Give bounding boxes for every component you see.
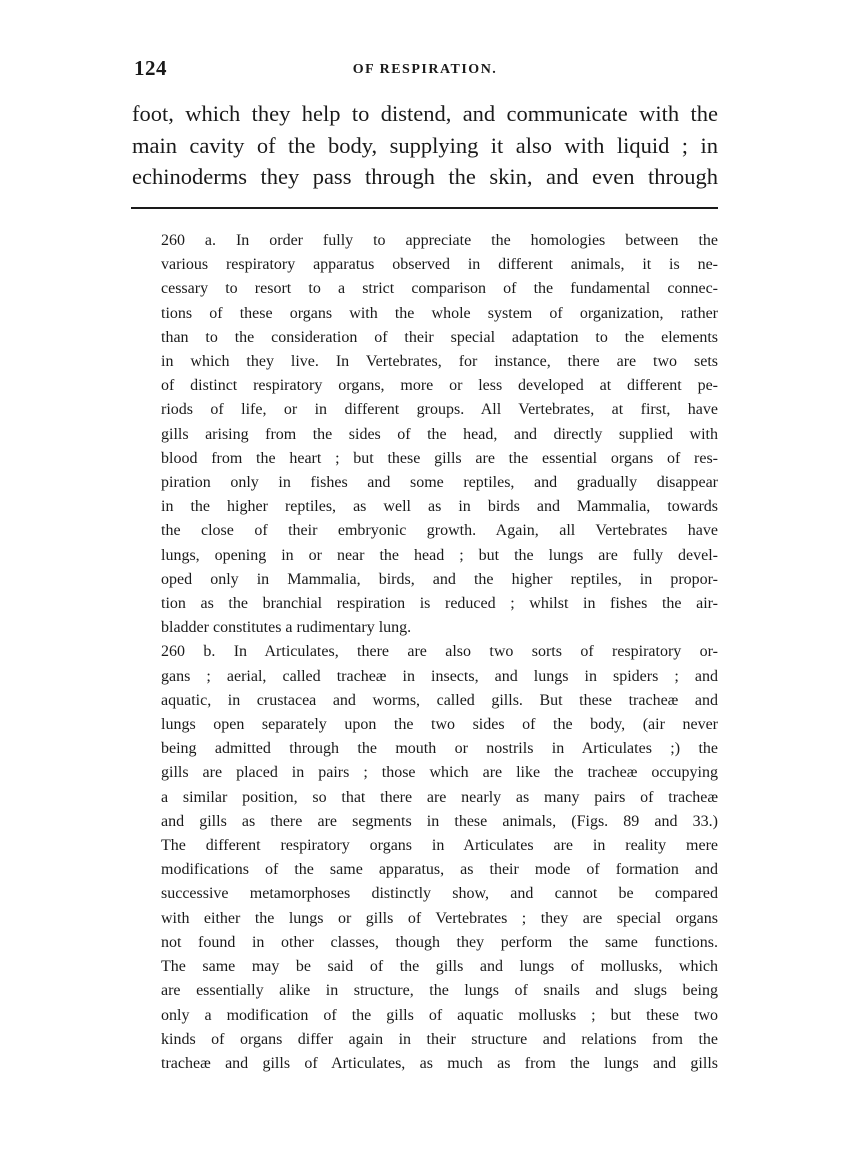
note-line: are essentially alike in structure, the lungs of snails and slugs being: [161, 982, 718, 1000]
note-line: 260 a. In order fully to appreciate the homologies between the: [161, 232, 718, 249]
notes-section: [132, 229, 718, 1076]
note-line: than to the consideration of their special adaptation to the elements: [161, 328, 718, 346]
note-line: piration only in fishes and some reptiles, and gradually disappear: [161, 474, 718, 492]
note-line: tracheæ and gills of Articulates, as much as from the lungs and gills: [161, 1054, 718, 1072]
note-line: in which they live. In Vertebrates, for instance, there are two sets: [161, 353, 718, 371]
note-line: riods of life, or in different groups. All Vertebrates, at first, have: [161, 401, 718, 419]
note-line: lungs, opening in or near the head ; but the lungs are fully devel-: [161, 546, 718, 564]
main-text-line: echinoderms they pass through the skin, and even through: [132, 164, 718, 189]
note-line: lungs open separately upon the two sides of the body, (air never: [161, 716, 718, 734]
note-line: various respiratory apparatus observed in different animals, it is ne-: [161, 256, 718, 274]
note-line: gills are placed in pairs ; those which are like the tracheæ occupying: [161, 764, 718, 782]
note-line: oped only in Mammalia, birds, and the higher reptiles, in propor-: [161, 570, 718, 588]
note-line: and gills as there are segments in these animals, (Figs. 89 and 33.): [161, 812, 718, 830]
running-head: OF RESPIRATION.: [352, 62, 498, 77]
note-line: being admitted through the mouth or nostrils in Articulates ;) the: [161, 740, 718, 758]
note-line: tions of these organs with the whole system of organization, rather: [161, 304, 718, 322]
note-260a: [132, 229, 718, 640]
note-line: modifications of the same apparatus, as their mode of formation and: [161, 861, 718, 879]
note-line: blood from the heart ; but these gills are the essential organs of res-: [161, 449, 718, 467]
note-line: tion as the branchial respiration is reduced ; whilst in fishes the air-: [161, 595, 718, 613]
note-line: only a modification of the gills of aquatic mollusks ; but these two: [161, 1006, 718, 1024]
note-line: not found in other classes, though they perform the same functions.: [161, 933, 718, 951]
note-line: kinds of organs differ again in their structure and relations from the: [161, 1030, 718, 1048]
note-line: gans ; aerial, called tracheæ in insects, and lungs in spiders ; and: [161, 667, 718, 685]
note-line: gills arising from the sides of the head, and directly supplied with: [161, 425, 718, 443]
note-line: aquatic, in crustacea and worms, called gills. But these tracheæ and: [161, 691, 718, 709]
note-line: successive metamorphoses distinctly show, and cannot be compared: [161, 885, 718, 903]
main-text: [132, 98, 718, 193]
note-line: cessary to resort to a strict comparison of the fundamental connec-: [161, 280, 718, 298]
note-line: in the higher reptiles, as well as in birds and Mammalia, towards: [161, 498, 718, 516]
note-line: 260 b. In Articulates, there are also two sorts of respiratory or-: [161, 643, 718, 661]
note-line: The different respiratory organs in Articulates are in reality mere: [161, 837, 718, 855]
note-line: with either the lungs or gills of Vertebrates ; they are special organs: [161, 909, 718, 927]
main-text-line: foot, which they help to distend, and communicate with the: [132, 101, 718, 126]
note-260b: [132, 640, 718, 1076]
footnote-rule: [131, 207, 718, 209]
note-line: the close of their embryonic growth. Again, all Vertebrates have: [161, 522, 718, 540]
note-line: a similar position, so that there are nearly as many pairs of tracheæ: [161, 788, 718, 806]
note-line: of distinct respiratory organs, more or less developed at different pe-: [161, 377, 718, 395]
page-number: 124: [134, 56, 167, 80]
note-line: bladder constitutes a rudimentary lung.: [161, 619, 412, 637]
main-text-line: main cavity of the body, supplying it also with liquid ; in: [132, 132, 718, 158]
note-line: The same may be said of the gills and lungs of mollusks, which: [161, 958, 718, 976]
